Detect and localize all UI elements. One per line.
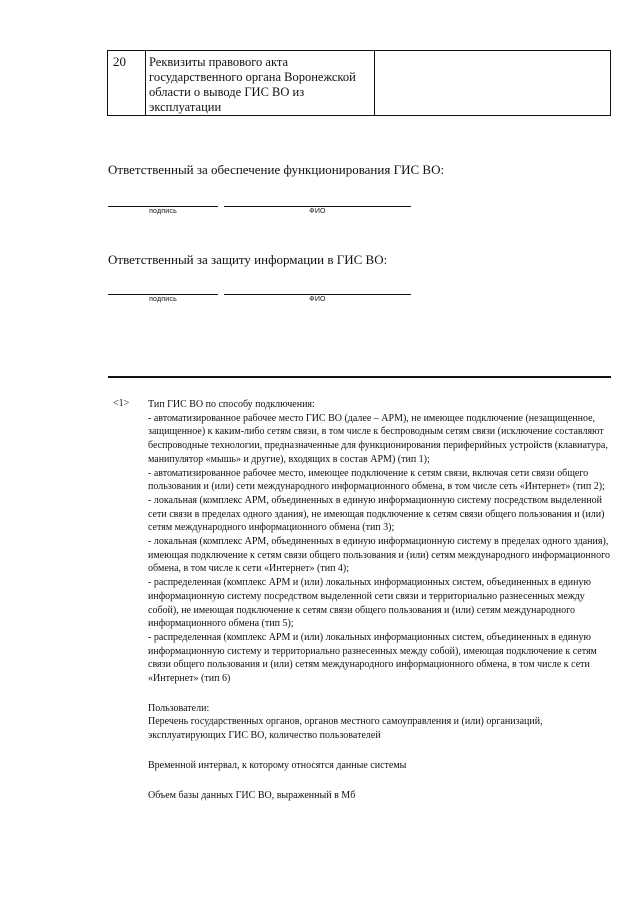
footnote-divider	[108, 376, 611, 378]
functioning-signature-caption: подпись	[149, 208, 177, 215]
row-label: Реквизиты правового акта государственного органа Воронежской области о выводе ГИС ВО из эксплуатации	[149, 55, 356, 114]
functioning-name-line	[224, 206, 411, 207]
footnote-body	[148, 398, 610, 802]
row-label-cell	[146, 51, 375, 115]
db-volume-text: Объем базы данных ГИС ВО, выраженный в Мб	[148, 789, 356, 801]
row-value-cell	[375, 51, 610, 115]
responsible-functioning-heading: Ответственный за обеспечение функционирования ГИС ВО:	[108, 162, 445, 177]
functioning-signature-line	[108, 206, 218, 207]
functioning-name-caption: ФИО	[309, 208, 326, 215]
footnote-item: - локальная (комплекс АРМ, объединенных в единую информационную систему в пределах одного здания), имеющая подключение к сетям связи общего пользования и (или) сетям международного информационного обмена, в том числе к сети «Интернет» (тип 4);	[148, 536, 610, 575]
responsible-protection-heading: Ответственный за защиту информации в ГИС ВО:	[108, 252, 388, 267]
protection-signature-caption: подпись	[149, 296, 177, 303]
users-text: Перечень государственных органов, органов местного самоуправления и (или) организаций, эксплуатирующих ГИС ВО, количество пользователей	[148, 716, 543, 742]
row-number: 20	[113, 54, 126, 69]
footnote-marker: <1>	[113, 398, 130, 409]
footnote-item: - автоматизированное рабочее место, имеющее подключение к сетям связи, включая сети связи общего пользования и (или) сети международного информационного обмена, в том числе сеть «Интернет» (тип 2);	[148, 467, 605, 493]
users-title: Пользователи:	[148, 702, 210, 714]
protection-name-caption: ФИО	[309, 296, 326, 303]
footnote-item: - локальная (комплекс АРМ, объединенных в единую информационную систему посредством выделенной сети связи в пределах одного здания), не имеющая подключение к сетям связи общего пользования и (или) сетям международного информационного обмена (тип 3);	[148, 494, 605, 534]
footnote-item: - распределенная (комплекс АРМ и (или) локальных информационных систем, объединенных в единую информационную систему посредством выделенной сети связи и территориально разнесенных между собой), не имеющая подключение к сетям связи общего пользования и (или) сетям международного информационного обмена (тип 5);	[148, 577, 591, 630]
footnote-item: - автоматизированное рабочее место ГИС ВО (далее – АРМ), не имеющее подключение (незащищенное, защищенное) к каким-либо сетям связи, в том числе к беспроводным сетям связи (исключение составляют беспроводные технологии, предназначенные для функционирования периферийных устройств (клавиатура, манипулятор «мышь» и другие), входящих в состав АРМ) (тип 1);	[148, 412, 608, 465]
requisites-table	[107, 50, 611, 116]
protection-signature-line	[108, 294, 218, 295]
protection-name-line	[224, 294, 411, 295]
row-number-cell	[108, 51, 146, 115]
time-interval-text: Временной интервал, к которому относятся данные системы	[148, 759, 407, 771]
footnote-title: Тип ГИС ВО по способу подключения:	[148, 399, 315, 410]
footnote-item: - распределенная (комплекс АРМ и (или) локальных информационных систем, объединенных в единую информационную систему и территориально разнесенных между собой), имеющая подключение к сетям связи общего пользования и (или) сетям международного информационного обмена, в том числе к сети «Интернет» (тип 6)	[148, 631, 597, 685]
